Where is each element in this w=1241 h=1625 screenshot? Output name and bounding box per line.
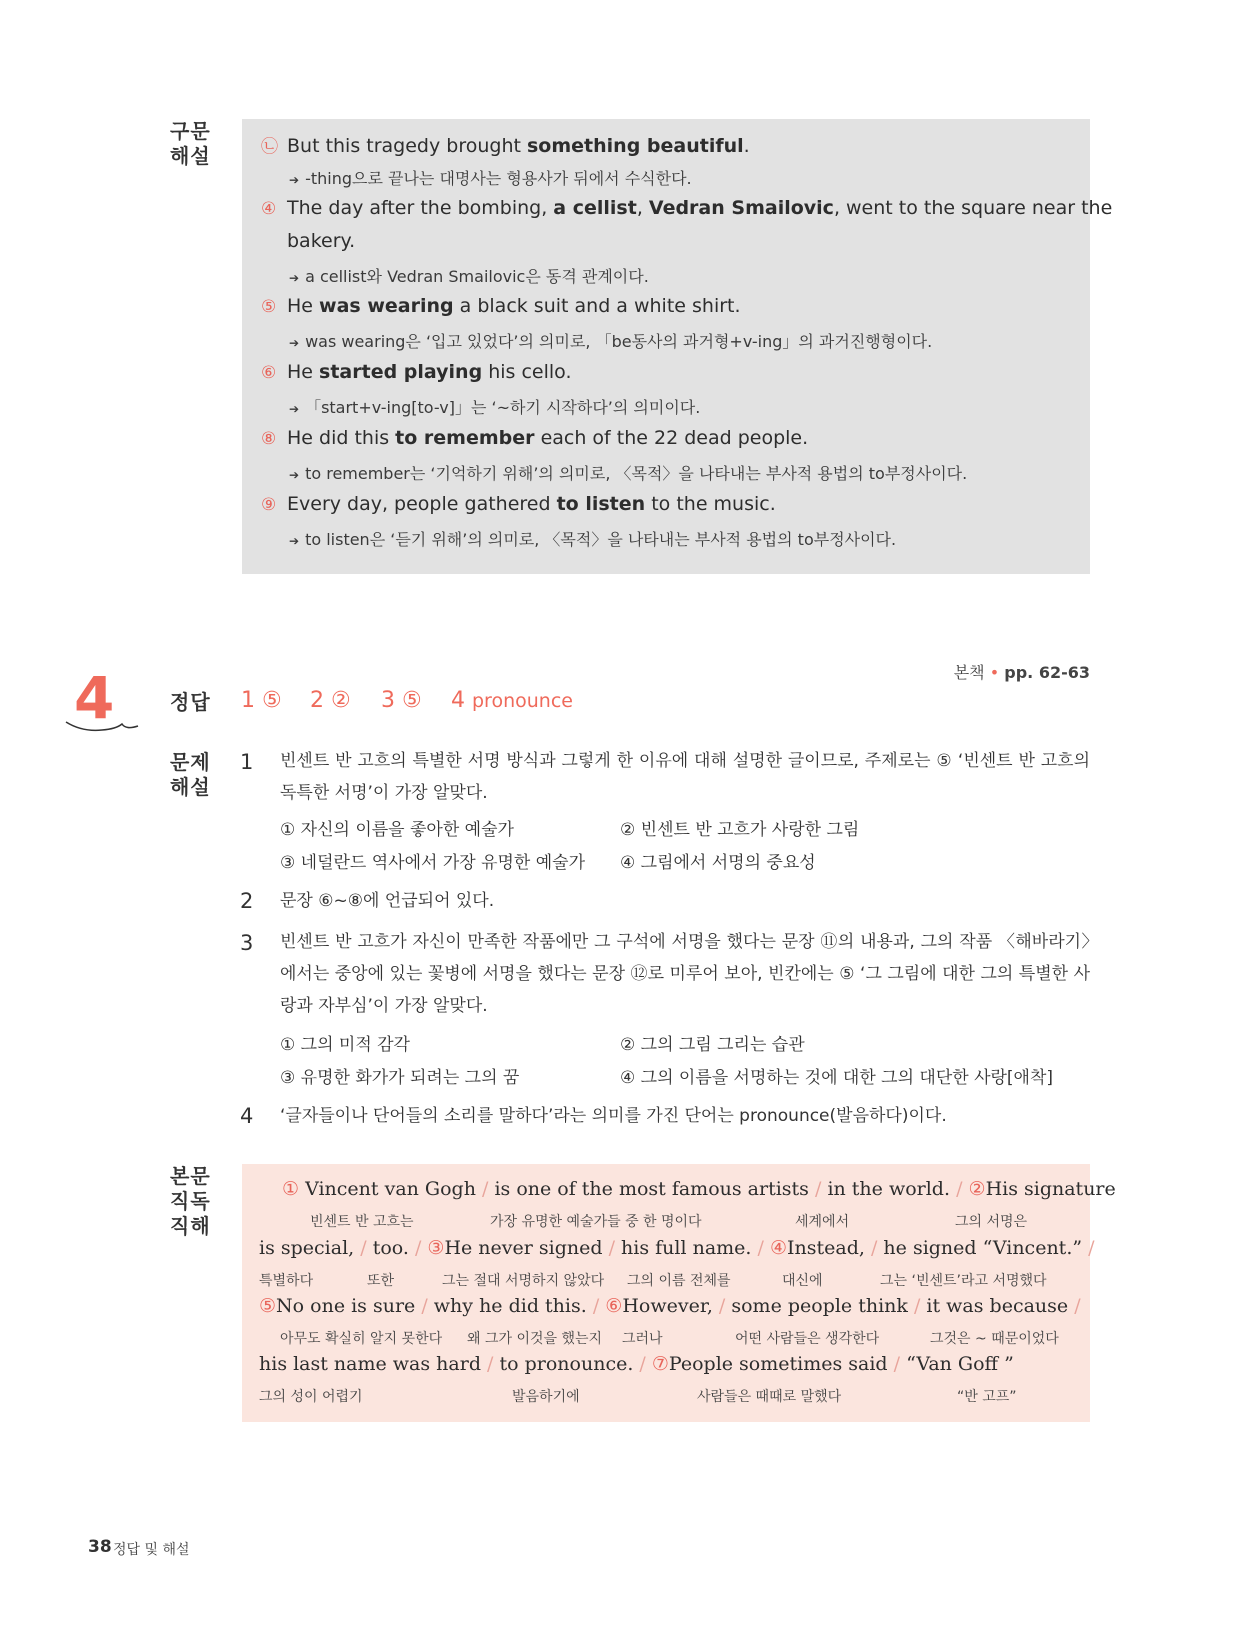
grammar-item: ⑨ Every day, people gathered to listen to the music. bbox=[261, 493, 776, 515]
question-explanation: 빈센트 반 고흐의 특별한 서명 방식과 그렇게 한 이유에 대해 설명한 글이므로, 주제로는 ⑤ ‘빈센트 반 고흐의 독특한 서명’이 가장 알맞다. bbox=[280, 751, 1090, 803]
grammar-item: ⑥ He started playing his cello. bbox=[261, 361, 572, 383]
arrow-icon: ➔ bbox=[289, 402, 300, 416]
grammar-note: ➔ to listen은 ‘듣기 위해’의 의미로, 〈목적〉을 나타내는 부사적 용법의 to부정사이다. bbox=[289, 530, 897, 549]
grammar-note: ➔ 「start+v-ing[to-v]」는 ‘~하기 시작하다’의 의미이다. bbox=[289, 398, 701, 417]
question-explanation: ‘글자들이나 단어들의 소리를 말하다’라는 의미를 가진 단어는 pronounce(발음하다)이다. bbox=[280, 1106, 947, 1126]
option: ④ 그림에서 서명의 중요성 bbox=[620, 853, 816, 873]
page-reference: 본책 • pp. 62-63 bbox=[953, 663, 1090, 682]
grammar-note: ➔ a cellist와 Vedran Smailovic은 동격 관계이다. bbox=[289, 267, 649, 286]
option: ② 빈센트 반 고흐가 사랑한 그림 bbox=[620, 820, 860, 840]
korean-gloss: 그의 이름 전체를 bbox=[627, 1273, 731, 1289]
korean-gloss: 왜 그가 이것을 했는지 bbox=[467, 1331, 603, 1347]
page-number: 38 bbox=[88, 1537, 112, 1557]
arrow-icon: ➔ bbox=[289, 173, 300, 187]
option: ① 자신의 이름을 좋아한 예술가 bbox=[280, 820, 514, 840]
translation-box bbox=[242, 1164, 1116, 1422]
grammar-item-continuation: bakery. bbox=[287, 230, 356, 252]
answer-label: 정답 bbox=[170, 690, 211, 714]
arrow-icon: ➔ bbox=[289, 534, 300, 548]
korean-gloss: 그는 절대 서명하지 않았다 bbox=[442, 1273, 605, 1289]
grammar-item: ⑧ He did this to remember each of the 22 dead people. bbox=[261, 427, 809, 449]
english-line: is special, / too. / ③He never signed / his full name. / ④Instead, / he signed “Vincent.” / bbox=[259, 1237, 1095, 1259]
korean-gloss: 그러나 bbox=[622, 1331, 663, 1347]
section-number: 4 bbox=[74, 664, 115, 732]
question-explanation: 문장 ⑥~⑧에 언급되어 있다. bbox=[280, 891, 495, 911]
korean-gloss: 가장 유명한 예술가들 중 한 명이다 bbox=[490, 1214, 702, 1230]
option: ④ 그의 이름을 서명하는 것에 대한 그의 대단한 사랑[애착] bbox=[620, 1068, 1054, 1088]
option: ③ 네덜란드 역사에서 가장 유명한 예술가 bbox=[280, 853, 586, 873]
korean-gloss: 특별하다 bbox=[259, 1273, 314, 1289]
grammar-item: ㉡ But this tragedy brought something beautiful. bbox=[261, 135, 750, 157]
grammar-item: ⑤ He was wearing a black suit and a white shirt. bbox=[261, 295, 741, 317]
answer-3: 3 ⑤ bbox=[381, 688, 422, 713]
korean-gloss: 또한 bbox=[367, 1273, 395, 1289]
problem-section-label: 문제 해설 bbox=[170, 750, 211, 799]
question-number: 1 bbox=[240, 750, 254, 774]
grammar-note: ➔ to remember는 ‘기억하기 위해’의 의미로, 〈목적〉을 나타내는 부사적 용법의 to부정사이다. bbox=[289, 464, 968, 483]
english-line: ⑤No one is sure / why he did this. / ⑥However, / some people think / it was because / bbox=[259, 1295, 1081, 1317]
arrow-icon: ➔ bbox=[289, 336, 300, 350]
english-line: ① Vincent van Gogh / is one of the most famous artists / in the world. / ②His signature bbox=[282, 1178, 1116, 1200]
option: ③ 유명한 화가가 되려는 그의 꿈 bbox=[280, 1068, 520, 1088]
grammar-box bbox=[242, 119, 1113, 574]
english-line: his last name was hard / to pronounce. / ⑦People sometimes said / “Van Goff ” bbox=[259, 1353, 1014, 1375]
korean-gloss: 발음하기에 bbox=[512, 1389, 580, 1405]
korean-gloss: 그는 ‘빈센트’라고 서명했다 bbox=[880, 1273, 1047, 1289]
question-number: 2 bbox=[240, 889, 254, 913]
translation-section-label: 본문 직독 직해 bbox=[170, 1164, 211, 1238]
grammar-section-label: 구문 해설 bbox=[170, 119, 211, 168]
grammar-note: ➔ was wearing은 ‘입고 있었다’의 의미로, 「be동사의 과거형+v-ing」의 과거진행형이다. bbox=[289, 332, 933, 351]
arrow-icon: ➔ bbox=[289, 271, 300, 285]
section-number-underline bbox=[64, 718, 144, 738]
korean-gloss: 사람들은 때때로 말했다 bbox=[697, 1389, 842, 1405]
grammar-item: ④ The day after the bombing, a cellist, Vedran Smailovic, went to the square near the bbox=[261, 197, 1113, 219]
question-explanation: 빈센트 반 고흐가 자신이 만족한 작품에만 그 구석에 서명을 했다는 문장 ⑪의 내용과, 그의 작품 〈해바라기〉에서는 중앙에 있는 꽃병에 서명을 했다는 문장 ⑫로 미루어 보아, 빈칸에는 ⑤ ‘그 그림에 대한 그의 특별한 사랑과 자부심’이 가장 알맞다. bbox=[280, 932, 1090, 1016]
arrow-icon: ➔ bbox=[289, 468, 300, 482]
korean-gloss: 빈센트 반 고흐는 bbox=[310, 1214, 414, 1230]
footer-title: 정답 및 해설 bbox=[113, 1542, 190, 1558]
answer-4: 4 pronounce bbox=[451, 688, 573, 713]
korean-gloss: 그의 서명은 bbox=[955, 1214, 1028, 1230]
korean-gloss: 대신에 bbox=[782, 1273, 823, 1289]
answer-2: 2 ② bbox=[310, 688, 351, 713]
korean-gloss: 그것은 ~ 때문이었다 bbox=[930, 1331, 1059, 1347]
question-number: 4 bbox=[240, 1104, 254, 1128]
korean-gloss: 세계에서 bbox=[795, 1214, 850, 1230]
korean-gloss: 아무도 확실히 알지 못한다 bbox=[280, 1331, 443, 1347]
grammar-note: ➔ -thing으로 끝나는 대명사는 형용사가 뒤에서 수식한다. bbox=[289, 169, 692, 188]
korean-gloss: “반 고프” bbox=[957, 1389, 1017, 1405]
option: ① 그의 미적 감각 bbox=[280, 1035, 410, 1055]
answer-1: 1 ⑤ bbox=[241, 688, 282, 713]
korean-gloss: 그의 성이 어렵기 bbox=[259, 1389, 363, 1405]
option: ② 그의 그림 그리는 습관 bbox=[620, 1035, 805, 1055]
korean-gloss: 어떤 사람들은 생각한다 bbox=[735, 1331, 880, 1347]
question-number: 3 bbox=[240, 931, 254, 955]
